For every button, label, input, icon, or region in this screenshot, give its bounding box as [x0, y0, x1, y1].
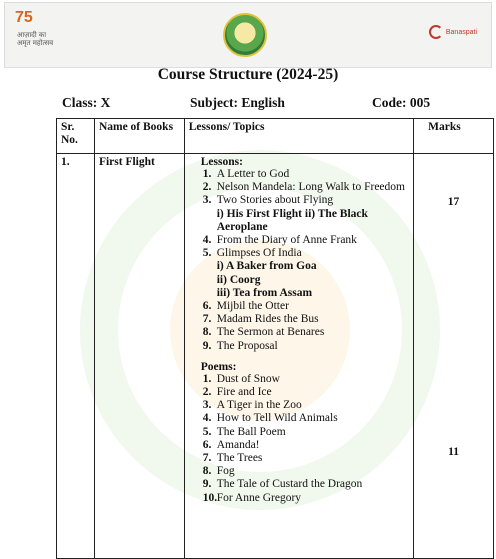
lesson-item — [189, 326, 409, 339]
azadi-logo-caption: आज़ादी का अमृत महोत्सव — [17, 31, 54, 47]
item-number: 9. — [202, 339, 212, 352]
item-number: 2. — [202, 386, 212, 399]
item-number: 10. — [202, 491, 218, 504]
board-seal-logo — [223, 13, 267, 57]
item-number: 5. — [202, 247, 212, 260]
item-title: For Anne Gregory — [216, 491, 302, 504]
lesson-item — [189, 181, 409, 194]
item-title: ii) Coorg — [216, 273, 261, 286]
lesson-item — [189, 274, 409, 287]
lessons-cell — [184, 154, 413, 559]
item-number: 3. — [202, 399, 212, 412]
item-number: 4. — [202, 234, 212, 247]
lesson-item — [189, 194, 409, 207]
page-title: Course Structure (2024-25) — [157, 66, 339, 83]
row-book-name: First Flight — [94, 154, 184, 559]
course-table — [56, 118, 494, 559]
item-title: Mijbil the Otter — [216, 300, 289, 313]
item-number: 6. — [202, 300, 212, 313]
poems-heading: Poems: — [200, 360, 237, 373]
item-title: The Sermon at Benares — [216, 326, 325, 339]
lesson-item — [189, 300, 409, 313]
lesson-item — [189, 247, 409, 260]
item-title: i) A Baker from Goa — [216, 260, 317, 273]
azadi-logo — [13, 9, 57, 51]
item-title: Glimpses Of India — [216, 247, 302, 260]
lesson-item — [189, 168, 409, 181]
lesson-item — [189, 234, 409, 247]
item-number: 9. — [202, 478, 212, 491]
document-header — [4, 2, 492, 68]
code-label: Code: 005 — [372, 95, 431, 110]
poem-item — [189, 452, 409, 465]
lessons-list — [189, 168, 409, 353]
item-number: 1. — [202, 372, 212, 385]
item-title: Nelson Mandela: Long Walk to Freedom — [216, 181, 405, 194]
item-title: A Letter to God — [216, 168, 290, 180]
marks-cell — [414, 154, 494, 559]
item-number: 3. — [202, 194, 212, 207]
right-logo-icon — [429, 25, 443, 39]
lessons-marks: 17 — [447, 196, 460, 208]
lesson-item — [189, 287, 409, 300]
azadi-logo-number: 75 — [15, 9, 33, 26]
item-title: Dust of Snow — [216, 372, 280, 385]
item-title: The Proposal — [216, 339, 278, 352]
item-number: 6. — [202, 438, 212, 451]
lesson-item — [189, 340, 409, 353]
item-title: Fog — [216, 465, 235, 478]
poem-item — [189, 439, 409, 452]
item-title: The Tale of Custard the Dragon — [216, 478, 363, 491]
right-logo — [429, 25, 477, 39]
poem-item — [189, 386, 409, 399]
poem-item — [189, 373, 409, 386]
poem-item — [189, 465, 409, 478]
item-number: 2. — [202, 181, 212, 194]
item-number: 4. — [202, 412, 212, 425]
item-title: i) His First Flight ii) The Black Aeroplane — [216, 207, 368, 233]
item-title: The Trees — [216, 452, 263, 465]
item-title: Two Stories about Flying — [216, 194, 334, 207]
poems-marks: 11 — [448, 446, 459, 458]
header-sr-no: Sr. No. — [57, 119, 95, 154]
lessons-heading: Lessons: — [200, 156, 243, 168]
item-number: 5. — [202, 425, 212, 438]
header-lessons-topics: Lessons/ Topics — [184, 119, 413, 154]
header-marks: Marks — [414, 119, 494, 154]
subject-label: Subject: English — [190, 95, 285, 110]
poem-item — [189, 426, 409, 439]
item-title: From the Diary of Anne Frank — [216, 234, 357, 247]
poem-item — [189, 492, 409, 505]
poem-item — [189, 478, 409, 491]
item-title: Amanda! — [216, 438, 260, 451]
right-logo-text: Banaspati — [445, 28, 477, 36]
item-title: iii) Tea from Assam — [216, 286, 313, 299]
poem-item — [189, 412, 409, 425]
item-title: A Tiger in the Zoo — [216, 399, 302, 412]
item-number: 1. — [202, 168, 212, 180]
item-title: Fire and Ice — [216, 386, 272, 399]
item-title: The Ball Poem — [216, 425, 286, 438]
poems-list — [189, 373, 409, 505]
item-number: 7. — [202, 452, 212, 465]
lesson-item — [189, 260, 409, 273]
item-number: 7. — [202, 313, 212, 326]
item-number: 8. — [202, 326, 212, 339]
class-label: Class: X — [62, 95, 111, 110]
lesson-item — [189, 208, 409, 234]
item-title: How to Tell Wild Animals — [216, 412, 338, 425]
header-book-name: Name of Books — [94, 119, 184, 154]
poem-item — [189, 399, 409, 412]
item-title: Madam Rides the Bus — [216, 313, 319, 326]
item-number: 8. — [202, 465, 212, 478]
lesson-item — [189, 313, 409, 326]
row-sr-no: 1. — [57, 154, 95, 559]
